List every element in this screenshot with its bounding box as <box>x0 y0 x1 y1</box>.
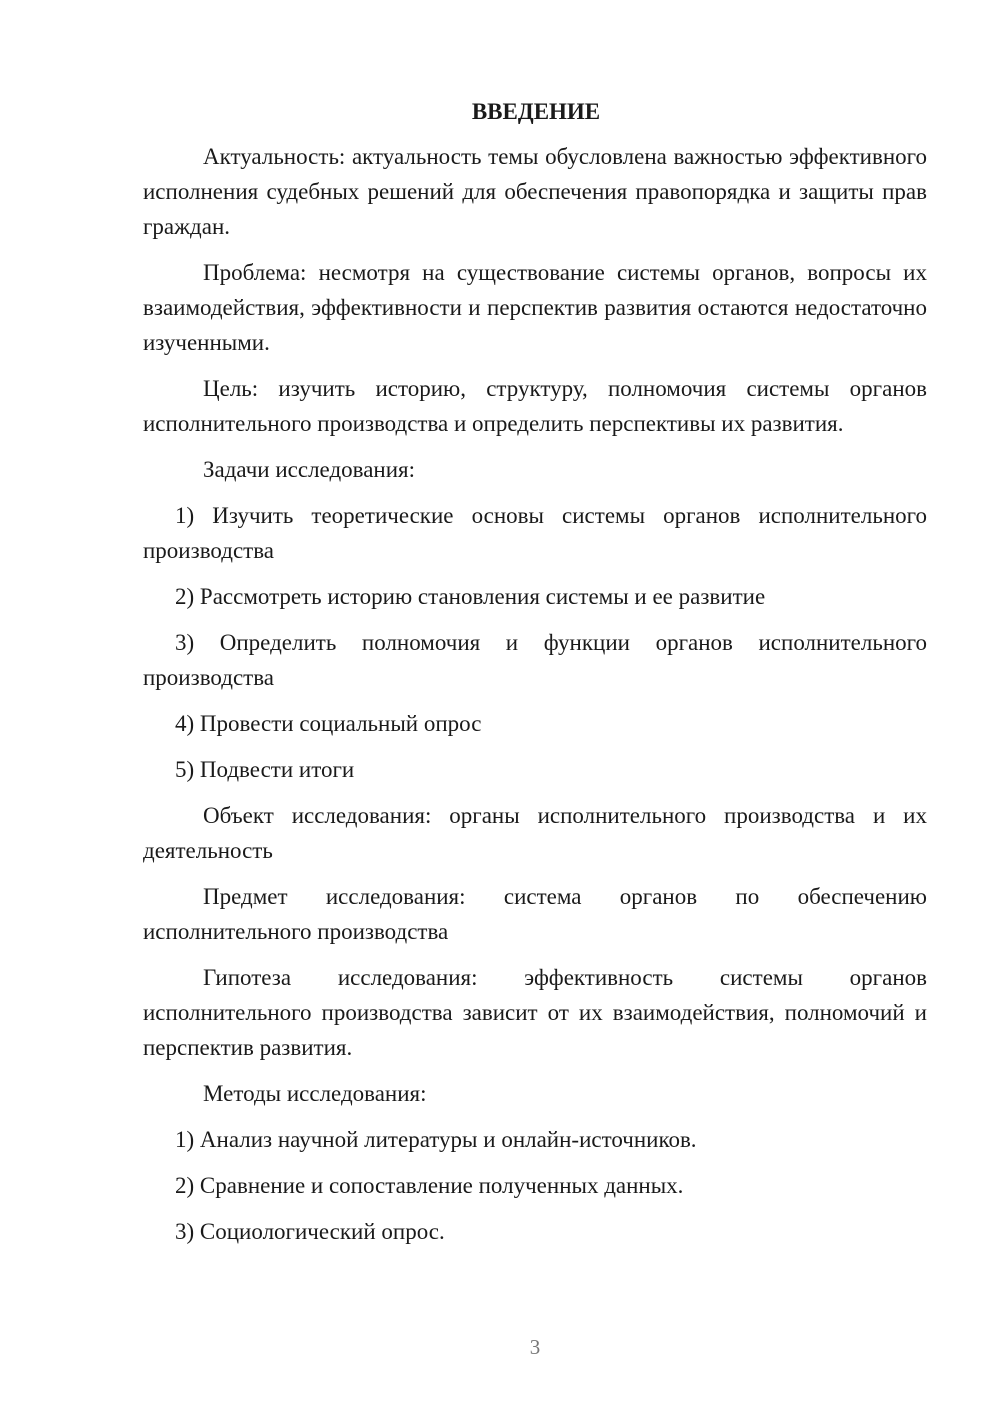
method-item-1: 1) Анализ научной литературы и онлайн-источников. <box>175 1127 697 1152</box>
methods-heading: Методы исследования: <box>203 1081 427 1106</box>
task-item-5: 5) Подвести итоги <box>175 757 355 782</box>
section-title: ВВЕДЕНИЕ <box>471 99 601 124</box>
page-content <box>143 94 927 1260</box>
paragraph-subject: Предмет исследования: система органов по обеспечению исполнительного производства <box>143 884 927 944</box>
paragraph-relevance: Актуальность: актуальность темы обусловлена важностью эффективного исполнения судебных решений для обеспечения правопорядка и защиты прав граждан. <box>143 144 927 239</box>
paragraph-problem: Проблема: несмотря на существование системы органов, вопросы их взаимодействия, эффективности и перспектив развития остаются недостаточно изученными. <box>143 260 927 355</box>
task-item-3: 3) Определить полномочия и функции органов исполнительного производства <box>143 630 927 690</box>
task-item-1: 1) Изучить теоретические основы системы органов исполнительного производства <box>143 503 927 563</box>
method-item-3: 3) Социологический опрос. <box>175 1219 445 1244</box>
paragraph-goal: Цель: изучить историю, структуру, полномочия системы органов исполнительного производства и определить перспективы их развития. <box>143 376 927 436</box>
task-item-2: 2) Рассмотреть историю становления системы и ее развитие <box>175 584 766 609</box>
method-item-2: 2) Сравнение и сопоставление полученных данных. <box>175 1173 684 1198</box>
task-item-4: 4) Провести социальный опрос <box>175 711 482 736</box>
tasks-heading: Задачи исследования: <box>203 457 416 482</box>
paragraph-hypothesis: Гипотеза исследования: эффективность системы органов исполнительного производства зависит от их взаимодействия, полномочий и перспектив развития. <box>143 965 927 1060</box>
page-number: 3 <box>529 1335 541 1359</box>
paragraph-object: Объект исследования: органы исполнительного производства и их деятельность <box>143 803 927 863</box>
